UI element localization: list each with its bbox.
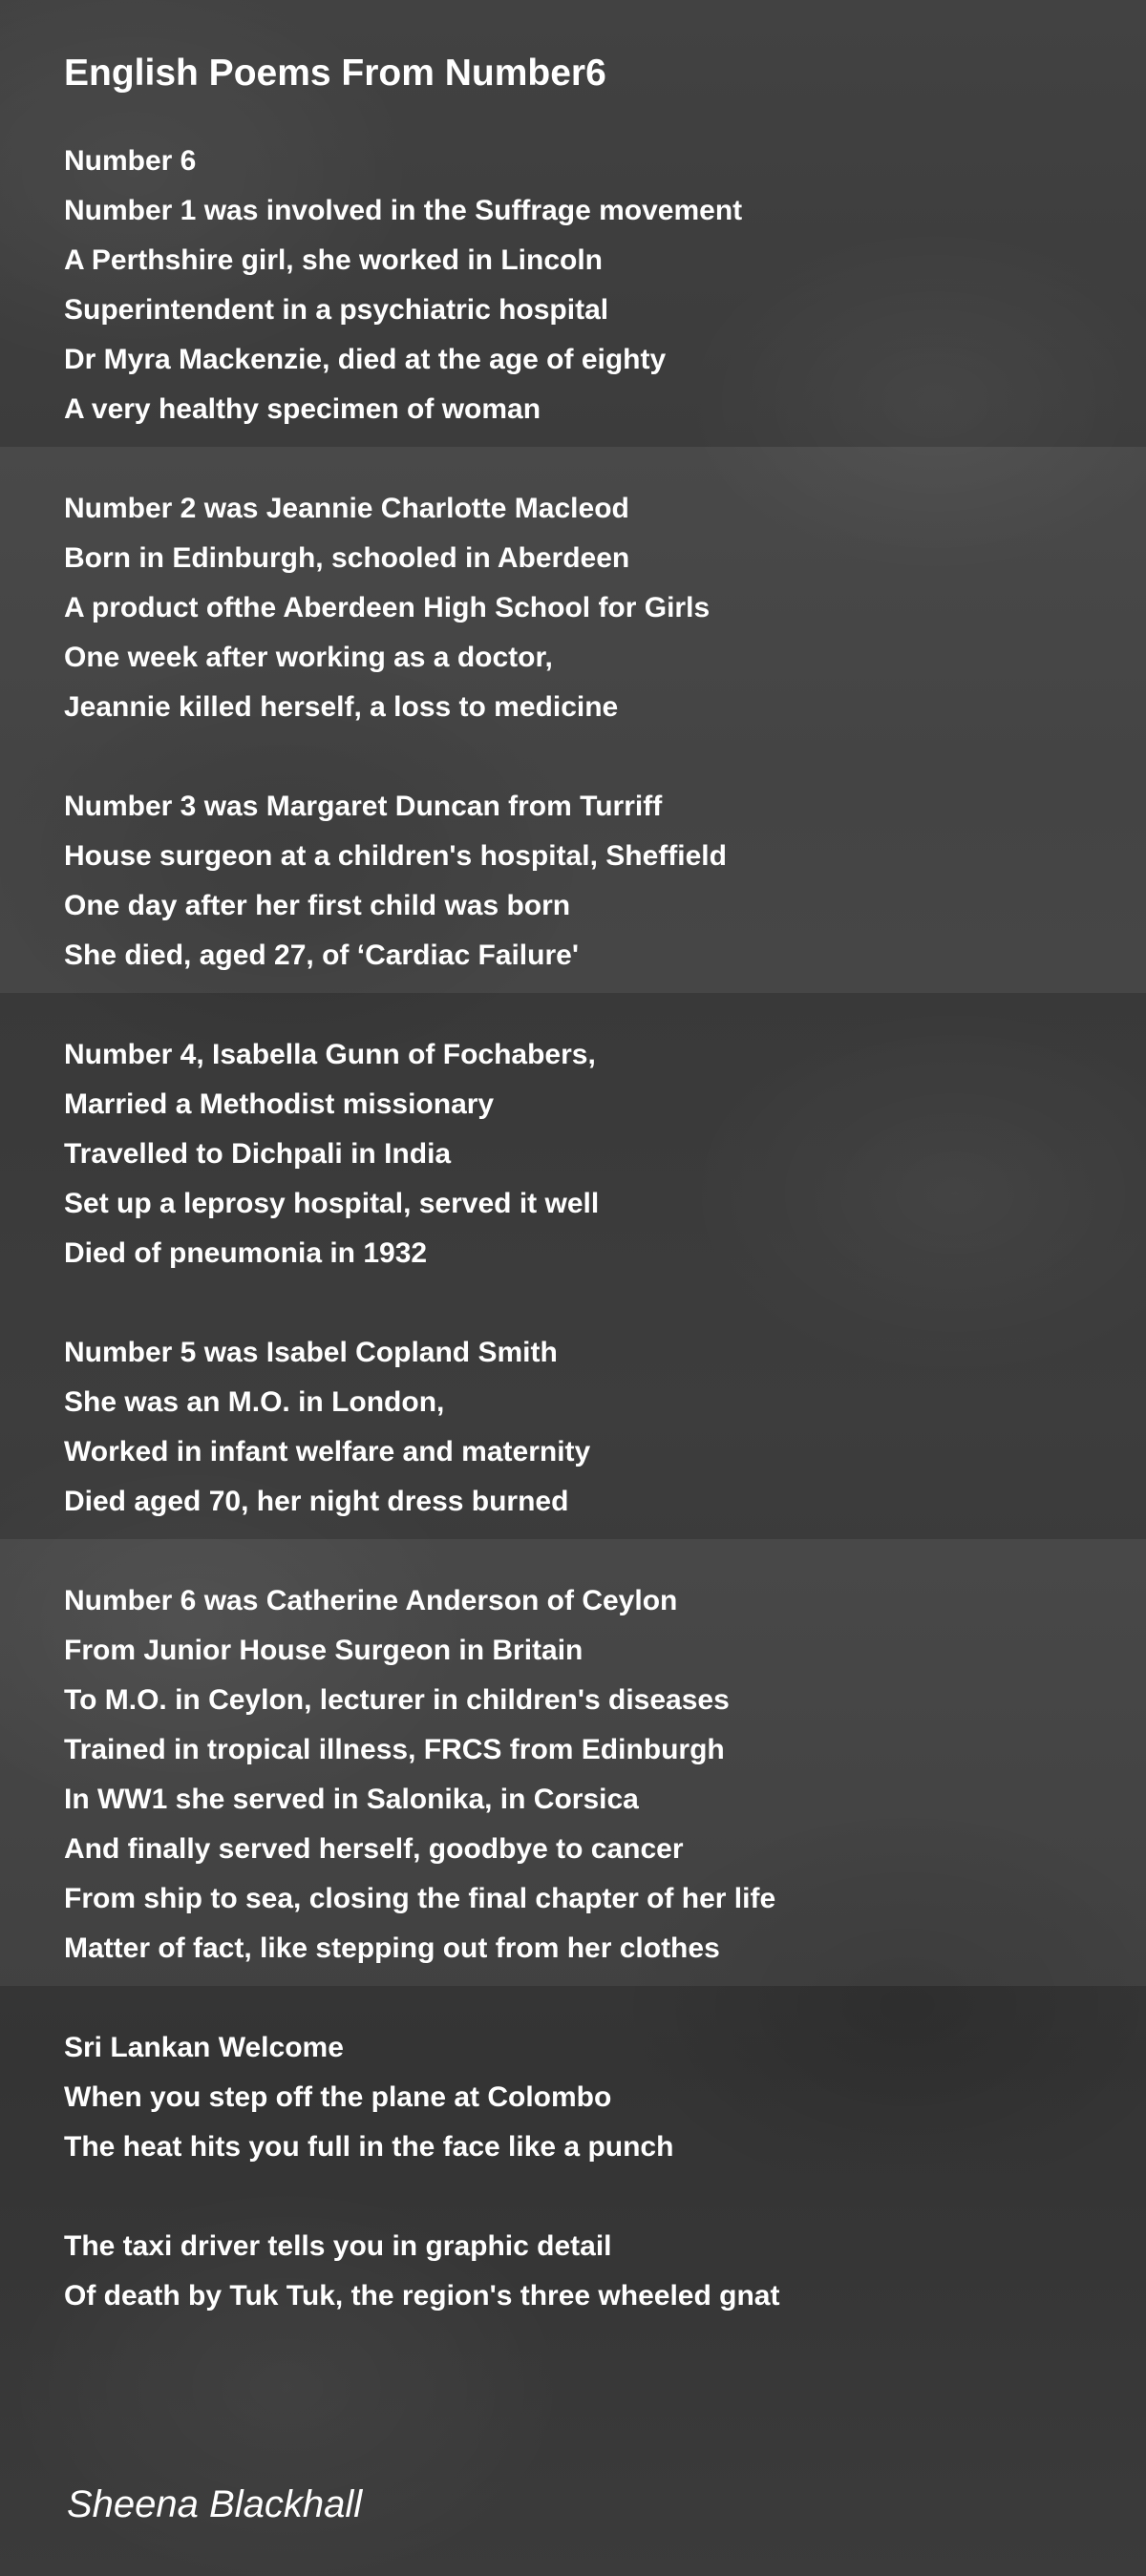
stanza (64, 2023, 1095, 2172)
poem-line: A very healthy specimen of woman (64, 393, 541, 425)
poem-line: Travelled to Dichpali in India (64, 1138, 452, 1170)
poem-line: House surgeon at a children's hospital, Sheffield (64, 840, 727, 872)
poem-line: One week after working as a doctor, (64, 642, 553, 673)
poem-line: The heat hits you full in the face like a punch (64, 2131, 674, 2163)
poem-line: From Junior House Surgeon in Britain (64, 1635, 584, 1666)
poem-line: Sri Lankan Welcome (64, 2032, 344, 2063)
poem-line: Worked in infant welfare and maternity (64, 1436, 591, 1467)
stanza (64, 1576, 1095, 1974)
stanza (64, 1030, 1095, 1278)
poem-line: Jeannie killed herself, a loss to medicine (64, 691, 619, 723)
poem-line: Number 5 was Isabel Copland Smith (64, 1337, 558, 1368)
poem-line: From ship to sea, closing the final chapter of her life (64, 1883, 776, 1914)
poem-line: Number 2 was Jeannie Charlotte Macleod (64, 493, 629, 524)
poem-line: And finally served herself, goodbye to cancer (64, 1833, 684, 1865)
poem-line: Number 1 was involved in the Suffrage movement (64, 195, 743, 226)
poem-line: Of death by Tuk Tuk, the region's three wheeled gnat (64, 2280, 780, 2312)
poem-line: She was an M.O. in London, (64, 1386, 445, 1418)
poem-line: Number 6 was Catherine Anderson of Ceylon (64, 1585, 678, 1616)
poem-line: A product ofthe Aberdeen High School for Girls (64, 592, 711, 623)
stanza (64, 2222, 1095, 2321)
poem-content (64, 46, 1095, 2371)
poem-line: One day after her first child was born (64, 890, 571, 921)
poem-line: Number 3 was Margaret Duncan from Turriff (64, 791, 663, 822)
stanza (64, 137, 1095, 434)
poem-line: The taxi driver tells you in graphic detail (64, 2230, 612, 2262)
poem-line: She died, aged 27, of ‘Cardiac Failure' (64, 940, 579, 971)
poem-line: A Perthshire girl, she worked in Lincoln (64, 244, 603, 276)
stanza (64, 782, 1095, 981)
poem-line: In WW1 she served in Salonika, in Corsica (64, 1784, 639, 1815)
poem-line: When you step off the plane at Colombo (64, 2081, 612, 2113)
stanza (64, 1328, 1095, 1527)
poem-line: Superintendent in a psychiatric hospital (64, 294, 609, 326)
poem-line: Number 6 (64, 145, 197, 177)
poem-line: Dr Myra Mackenzie, died at the age of eighty (64, 344, 667, 375)
poem-line: Born in Edinburgh, schooled in Aberdeen (64, 542, 630, 574)
poem-line: Died aged 70, her night dress burned (64, 1486, 569, 1517)
poem-line: Matter of fact, like stepping out from her clothes (64, 1932, 720, 1964)
poem-line: Married a Methodist missionary (64, 1088, 495, 1120)
poem-line: Set up a leprosy hospital, served it well (64, 1188, 600, 1219)
poem-title: English Poems From Number6 (64, 53, 606, 94)
poem-line: Number 4, Isabella Gunn of Fochabers, (64, 1039, 596, 1070)
poem-line: Trained in tropical illness, FRCS from Edinburgh (64, 1734, 725, 1765)
stanza (64, 484, 1095, 732)
poem-line: To M.O. in Ceylon, lecturer in children's diseases (64, 1684, 730, 1716)
poem-line: Died of pneumonia in 1932 (64, 1237, 428, 1269)
poem-author: Sheena Blackhall (67, 2483, 363, 2525)
